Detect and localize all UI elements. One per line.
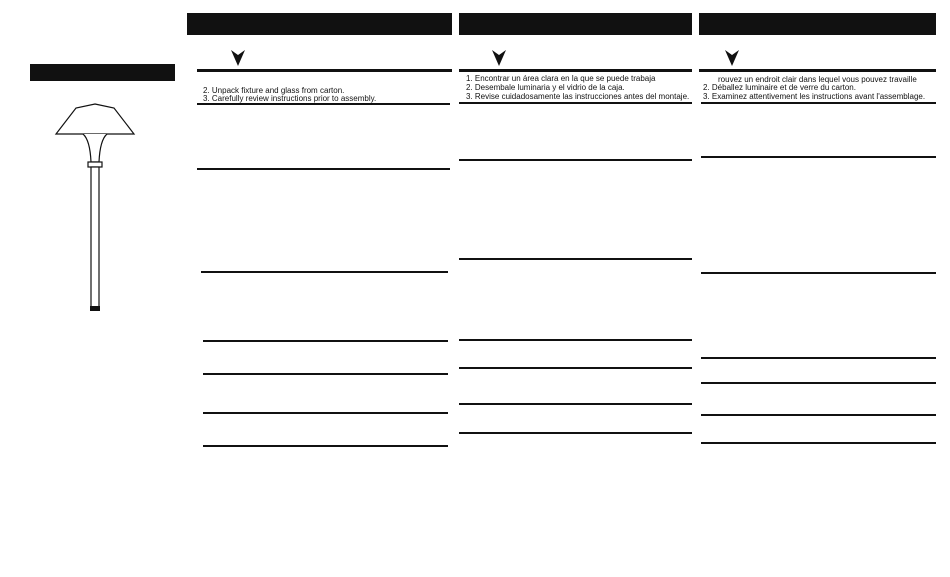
spanish-divider bbox=[459, 403, 692, 405]
left-label-bar bbox=[30, 64, 175, 81]
english-divider bbox=[203, 340, 448, 342]
english-step-2: 2. Unpack fixture and glass from carton. bbox=[203, 86, 345, 95]
french-divider bbox=[701, 156, 936, 158]
english-divider bbox=[197, 103, 450, 105]
english-divider bbox=[203, 373, 448, 375]
chevron-down-icon bbox=[492, 50, 506, 66]
spanish-divider bbox=[459, 258, 692, 260]
english-divider bbox=[203, 445, 448, 447]
spanish-step-3: 3. Revise cuidadosamente las instrucciones antes del montaje. bbox=[466, 92, 690, 101]
french-divider bbox=[701, 442, 936, 444]
spanish-divider bbox=[459, 102, 692, 104]
english-divider bbox=[201, 271, 448, 273]
english-divider bbox=[203, 412, 448, 414]
french-step-2: 2. Déballez luminaire et de verre du carton. bbox=[703, 83, 856, 92]
spanish-divider bbox=[459, 159, 692, 161]
french-divider-top bbox=[699, 69, 936, 72]
french-divider bbox=[701, 102, 936, 104]
english-header-bar bbox=[187, 13, 452, 35]
english-step-3: 3. Carefully review instructions prior to assembly. bbox=[203, 94, 377, 103]
french-step-1: rouvez un endroit clair dans lequel vous pouvez travaille bbox=[718, 75, 917, 84]
spanish-divider bbox=[459, 367, 692, 369]
chevron-down-icon bbox=[725, 50, 739, 66]
spanish-divider bbox=[459, 339, 692, 341]
spanish-divider-top bbox=[459, 69, 692, 72]
french-divider bbox=[701, 357, 936, 359]
spanish-step-1: 1. Encontrar un área clara en la que se puede trabaja bbox=[466, 74, 656, 83]
path-light-fixture-icon bbox=[50, 100, 140, 315]
french-step-3: 3. Examinez attentivement les instructions avant l'assemblage. bbox=[703, 92, 926, 101]
spanish-step-2: 2. Desembale luminaria y el vidrio de la caja. bbox=[466, 83, 625, 92]
french-divider bbox=[701, 414, 936, 416]
english-divider bbox=[197, 168, 450, 170]
spanish-divider bbox=[459, 432, 692, 434]
english-divider-top bbox=[197, 69, 452, 72]
french-divider bbox=[701, 272, 936, 274]
french-divider bbox=[701, 382, 936, 384]
spanish-header-bar bbox=[459, 13, 692, 35]
chevron-down-icon bbox=[231, 50, 245, 66]
french-header-bar bbox=[699, 13, 936, 35]
